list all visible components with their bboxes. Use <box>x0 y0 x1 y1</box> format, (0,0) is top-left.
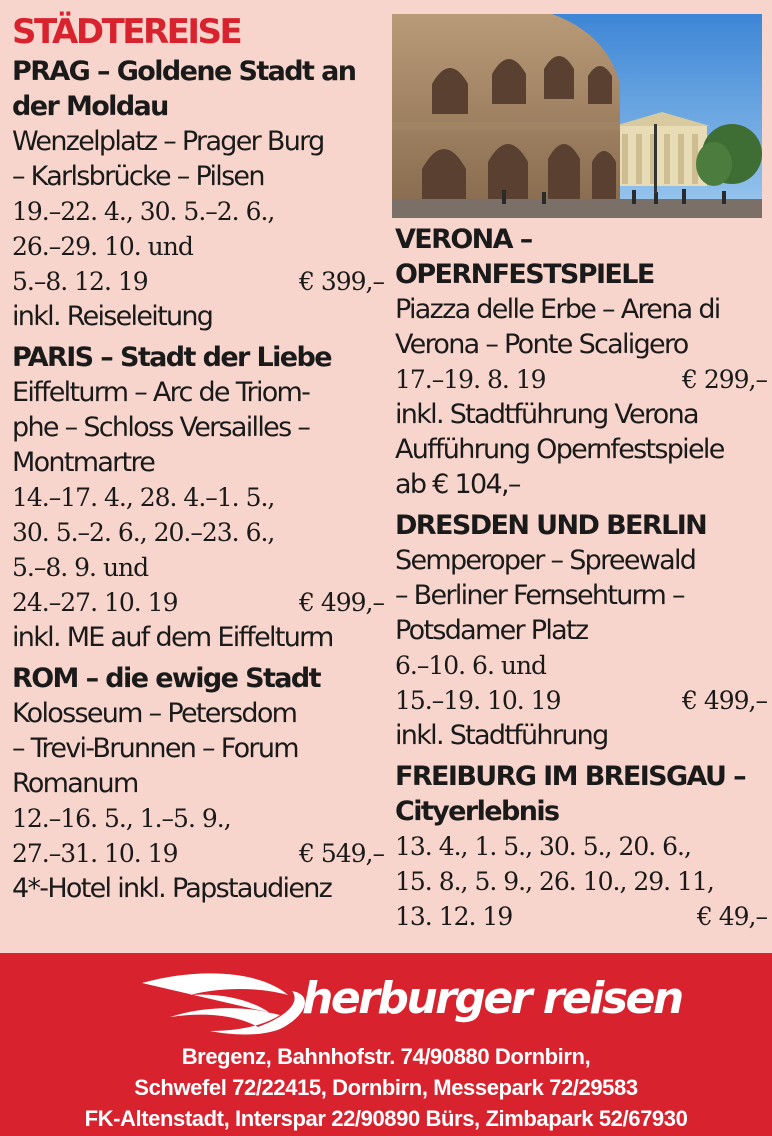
trip-price: € 499,– <box>298 588 384 617</box>
trip-date-price-row <box>395 899 767 934</box>
trip-dates: 30. 5.–2. 6., 20.–23. 6., <box>12 518 275 547</box>
trip-highlights: Semperoper – Spreewald <box>395 545 696 576</box>
trip-price: € 549,– <box>298 839 384 868</box>
right-trip <box>395 759 767 934</box>
trip-dates: 13. 12. 19 <box>395 902 513 931</box>
footer-banner <box>0 953 772 1136</box>
trip-title: ROM – die ewige Stadt <box>12 663 320 694</box>
left-column <box>12 0 384 906</box>
trip-title: Cityerlebnis <box>395 796 559 827</box>
trip-title: OPERNFESTSPIELE <box>395 259 654 290</box>
trip-title: PRAG – Goldene Stadt an <box>12 56 356 87</box>
trip-dates: 5.–8. 9. und <box>12 553 149 582</box>
address-line-3: FK-Altenstadt, Interspar 22/90890 Bürs, Zimbapark 52/67930 <box>84 1106 688 1131</box>
trip-highlights: Montmartre <box>12 447 155 478</box>
trip-dates: 6.–10. 6. und <box>395 651 547 680</box>
trip-note: ab € 104,– <box>395 469 520 500</box>
trip-highlights: – Trevi-Brunnen – Forum <box>12 733 298 764</box>
trip-highlights: Kolosseum – Petersdom <box>12 698 297 729</box>
trip-highlights: Potsdamer Platz <box>395 615 588 646</box>
trip-date-price-row <box>12 264 384 299</box>
trip-dates: 13. 4., 1. 5., 30. 5., 20. 6., <box>395 832 691 861</box>
trip-date-price-row <box>395 362 767 397</box>
right-trip <box>395 508 767 753</box>
left-trip <box>12 340 384 655</box>
left-trip <box>12 54 384 334</box>
trip-highlights: Piazza delle Erbe – Arena di <box>395 294 720 325</box>
trip-highlights: – Berliner Fernsehturm – <box>395 580 684 611</box>
trip-highlights: phe – Schloss Versailles – <box>12 412 310 443</box>
address-line-2: Schwefel 72/22415, Dornbirn, Messepark 72/29583 <box>134 1075 638 1100</box>
trip-highlights: Wenzelplatz – Prager Burg <box>12 126 324 157</box>
trip-price: € 399,– <box>298 267 384 296</box>
trip-title: FREIBURG IM BREISGAU – <box>395 761 746 792</box>
trip-price: € 499,– <box>681 686 767 715</box>
trip-title: VERONA – <box>395 224 532 255</box>
arena-photo-illustration <box>392 14 762 218</box>
brand-name: herburger reisen <box>302 973 682 1024</box>
trip-highlights: – Karlsbrücke – Pilsen <box>12 161 264 192</box>
trip-price: € 299,– <box>681 365 767 394</box>
right-column <box>395 222 767 934</box>
right-trip-list <box>395 222 767 934</box>
trip-price: € 49,– <box>696 902 767 931</box>
left-trip-list <box>12 54 384 906</box>
trip-title: PARIS – Stadt der Liebe <box>12 342 331 373</box>
trip-date-price-row <box>12 836 384 871</box>
trip-dates: 27.–31. 10. 19 <box>12 839 178 868</box>
trip-date-price-row <box>12 585 384 620</box>
trip-note: Aufführung Opernfestspiele <box>395 434 724 465</box>
trip-dates: 26.–29. 10. und <box>12 232 193 261</box>
section-title: STÄDTEREISE <box>12 12 241 52</box>
trip-note: inkl. Stadtführung Verona <box>395 399 698 430</box>
trip-date-price-row <box>395 683 767 718</box>
trip-dates: 24.–27. 10. 19 <box>12 588 178 617</box>
trip-dates: 14.–17. 4., 28. 4.–1. 5., <box>12 483 275 512</box>
left-trip <box>12 661 384 906</box>
trip-dates: 17.–19. 8. 19 <box>395 365 546 394</box>
right-trip <box>395 222 767 502</box>
trip-note: 4*-Hotel inkl. Papstaudienz <box>12 873 332 904</box>
trip-highlights: Verona – Ponte Scaligero <box>395 329 688 360</box>
trip-dates: 19.–22. 4., 30. 5.–2. 6., <box>12 197 275 226</box>
trip-dates: 5.–8. 12. 19 <box>12 267 148 296</box>
trip-dates: 15. 8., 5. 9., 26. 10., 29. 11, <box>395 867 714 896</box>
trip-note: inkl. ME auf dem Eiffelturm <box>12 622 333 653</box>
trip-title: der Moldau <box>12 91 168 122</box>
verona-arena-photo <box>392 14 762 218</box>
trip-highlights: Romanum <box>12 768 138 799</box>
trip-highlights: Eiffelturm – Arc de Triom- <box>12 377 310 408</box>
trip-title: DRESDEN UND BERLIN <box>395 510 707 541</box>
trip-dates: 12.–16. 5., 1.–5. 9., <box>12 804 231 833</box>
trip-note: inkl. Reiseleitung <box>12 301 213 332</box>
address-line-1: Bregenz, Bahnhofstr. 74/90880 Dornbirn, <box>181 1044 591 1069</box>
trip-note: inkl. Stadtführung <box>395 720 608 751</box>
trip-dates: 15.–19. 10. 19 <box>395 686 561 715</box>
